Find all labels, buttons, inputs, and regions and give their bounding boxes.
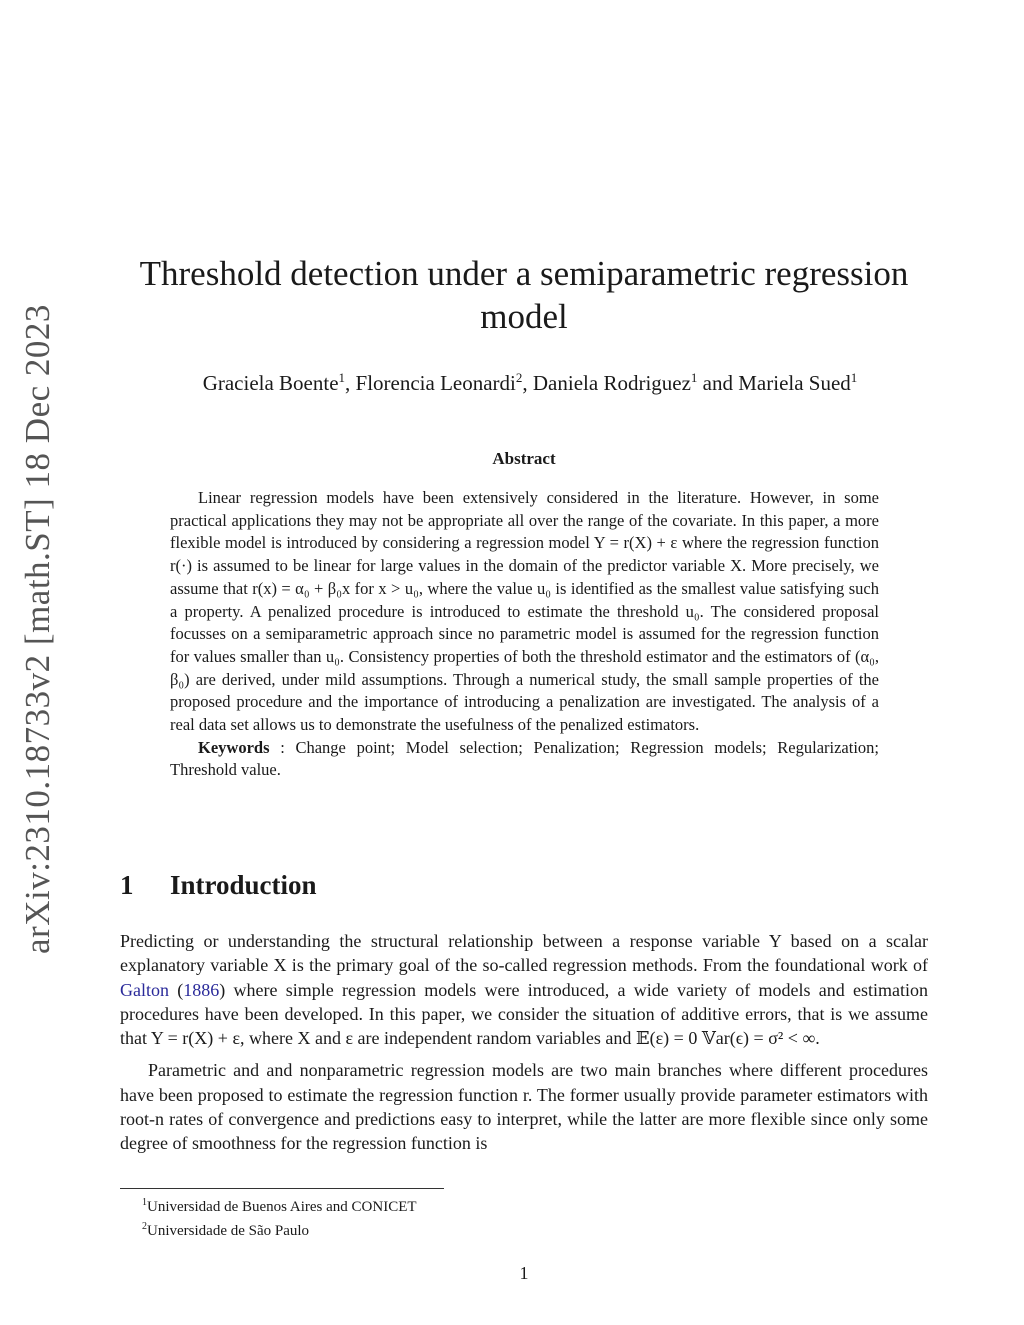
arxiv-identifier-stamp: arXiv:2310.18733v2 [math.ST] 18 Dec 2023 [18,304,57,954]
author-list [120,370,940,396]
affiliation-mark: 1 [690,370,698,385]
intro-paragraph-1: Predicting or understanding the structural relationship between a response variable Y based on a scalar explanatory variable X is the primary goal of the so-called regression methods. From the foundational work of Galton (1886) where simple regression models were introduced, a wide variety of models and estimation procedures have been developed. In this paper, we consider the situation of additive errors, that is we assume that Y = r(X) + ε, where X and ε are independent random variables and 𝔼(ε) = 0 𝕍ar(ϵ) = σ² < ∞. [120,931,928,1049]
section-number: 1 [120,870,134,900]
introduction-body [120,929,928,1164]
page-number: 1 [519,1263,529,1283]
abstract-block [170,487,879,782]
abstract-text: Linear regression models have been extensively considered in the literature. However, in some practical applications they may not be appropriate all over the range of the covariate. In this paper, a more flexible model is introduced by considering a regression model Y = r(X) + ε where the regression function r(·) is assumed to be linear for large values in the domain of the predictor variable X. More precisely, we assume that r(x) = α₀ + β₀x for x > u₀, where the value u₀ is identified as the smallest value satisfying such a property. A penalized procedure is introduced to estimate the threshold u₀. The considered proposal focusses on a semiparametric approach since no parametric model is assumed for the regression function for values smaller than u₀. Consistency properties of both the threshold estimator and the estimators of (α₀, β₀) are derived, under mild assumptions. Through a numerical study, the small sample properties of the proposed procedure and the importance of introducing a penalization are investigated. The analysis of a real data set allows us to demonstrate the usefulness of the penalized estimators. [170,488,879,735]
author-2: Florencia Leonardi$^2$, [355,370,533,395]
footnote-1: $^1$Universidad de Buenos Aires and CONICET [142,1197,417,1215]
footnote-divider [120,1188,444,1189]
title-line-2: model [480,297,568,336]
author-3: Daniela Rodriguez$^1$ and [532,370,739,395]
affiliation-mark: 1 [338,370,346,385]
section-heading-introduction [120,870,317,901]
keywords-text: : Change point; Model selection; Penalization; Regression models; Regularization; Threshold value. [170,737,879,780]
title-line-1: Threshold detection under a semiparametric regression [139,254,909,293]
author-4: Mariela Sued$^1$ [738,370,858,395]
affiliation-mark: 1 [850,370,858,385]
affiliation-mark: 2 [515,370,523,385]
section-title: Introduction [170,870,317,900]
citation-link-year[interactable]: 1886 [183,979,220,1000]
keywords-label: Keywords [198,737,270,757]
footnote-2: $^2$Universidade de São Paulo [142,1221,310,1239]
intro-paragraph-2: Parametric and and nonparametric regression models are two main branches where different procedures have been proposed to estimate the regression function r. The former usually provide parameter estimators with root-n rates of convergence and predictions easy to interpret, while the latter are more flexible since only some degree of smoothness for the regression function is [120,1060,928,1154]
abstract-heading: Abstract [492,449,556,468]
footnotes [142,1193,417,1241]
paper-title [120,252,928,338]
author-1: Graciela Boente$^1$, [202,370,356,395]
keywords-line [170,737,879,782]
citation-link-galton[interactable]: Galton [120,979,169,1000]
